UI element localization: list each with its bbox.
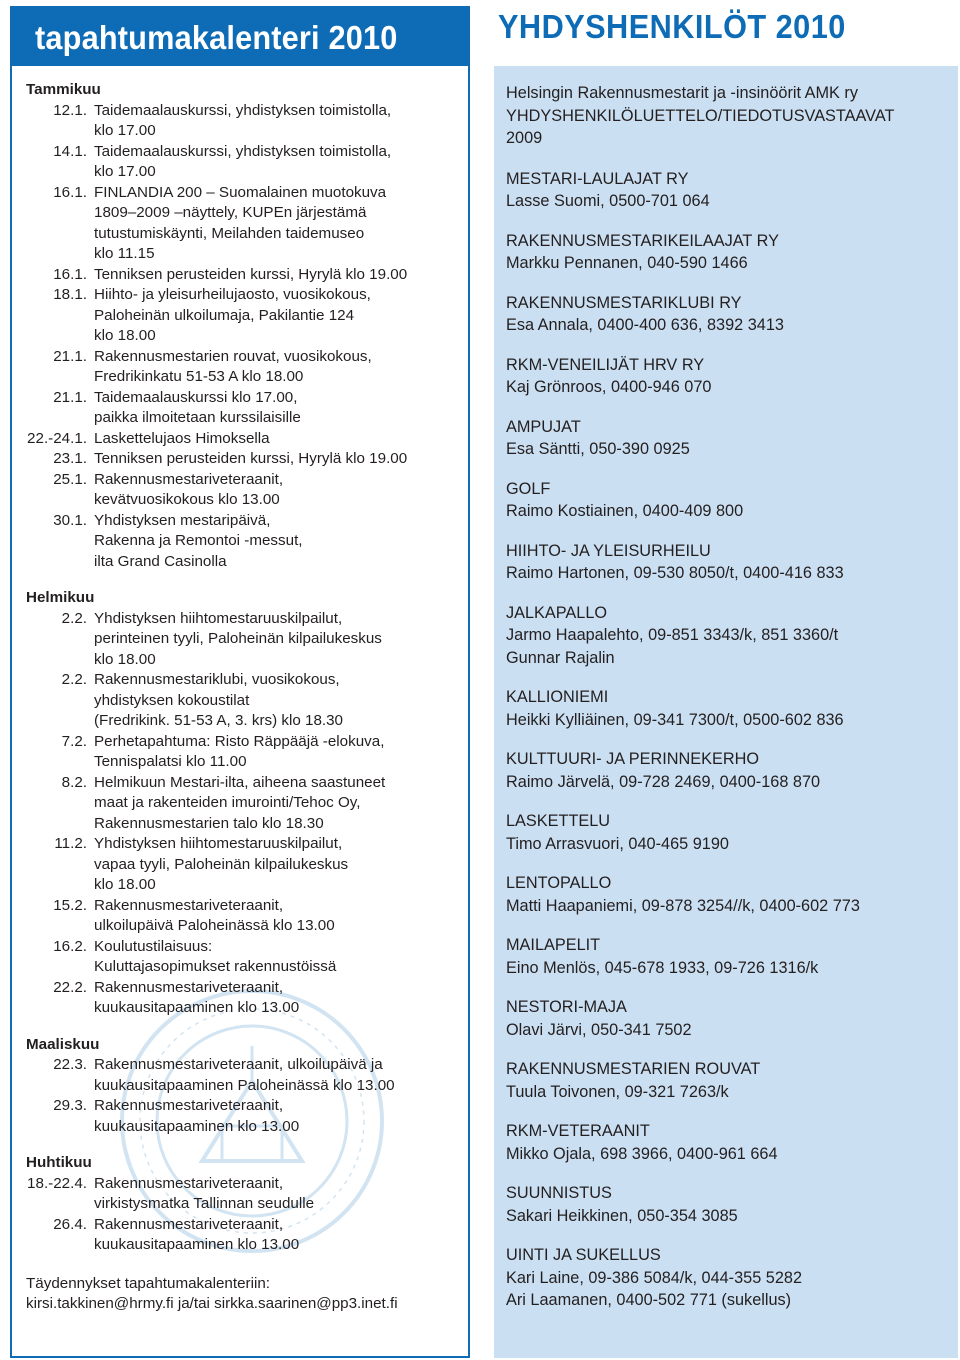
contact-entry [506, 168, 958, 213]
contacts-list [506, 168, 958, 1312]
calendar-event [12, 834, 468, 896]
contact-person: Raimo Järvelä, 09-728 2469, 0400-168 870 [506, 772, 821, 791]
contacts-panel [494, 6, 958, 1358]
contact-entry [506, 1058, 958, 1103]
event-date: 18.1. [53, 286, 87, 303]
contact-organization: LENTOPALLO [506, 874, 612, 892]
calendar-event [12, 1174, 468, 1215]
event-date: 7.2. [61, 732, 87, 750]
event-description: Rakennusmestariveteraanit, kevätvuosikokous klo 13.00 [94, 470, 284, 508]
calendar-event [12, 732, 468, 773]
calendar-body [10, 66, 470, 1358]
calendar-event [12, 265, 468, 286]
event-date: 16.1. [53, 265, 87, 283]
calendar-event [12, 470, 468, 511]
event-date: 2.2. [61, 609, 87, 627]
contact-person: Kari Laine, 09-386 5084/k, 044-355 5282 Ari Laamanen, 0400-502 771 (sukellus) [506, 1268, 803, 1309]
calendar-event [12, 511, 468, 573]
contact-organization: JALKAPALLO [506, 603, 608, 622]
calendar-list [12, 76, 468, 1315]
event-date: 23.1. [53, 450, 87, 467]
contact-entry [506, 1182, 958, 1227]
contact-person: Mikko Ojala, 698 3966, 0400-961 664 [506, 1144, 778, 1163]
contact-organization: HIIHTO- JA YLEISURHEILU [506, 541, 711, 560]
event-description: Koulutustilaisuus: Kuluttajasopimukset rakennustöissä [94, 937, 337, 975]
contact-entry [506, 416, 958, 461]
event-date: 14.1. [53, 142, 87, 160]
calendar-event [12, 388, 468, 429]
calendar-event [12, 670, 468, 732]
contact-person: Sakari Heikkinen, 050-354 3085 [506, 1206, 738, 1225]
event-description: Rakennusmestariveteraanit, ulkoilupäivä Paloheinässä klo 13.00 [94, 896, 335, 934]
event-description: Taidemaalauskurssi klo 17.00, paikka ilmoitetaan kurssilaisille [94, 388, 301, 426]
event-description: Rakennusmestariveteraanit, kuukausitapaaminen klo 13.00 [94, 1215, 300, 1253]
calendar-event [12, 183, 468, 265]
contact-organization: RKM-VETERAANIT [506, 1122, 650, 1140]
event-description: Rakennusmestariveteraanit, virkistysmatka Tallinnan seudulle [94, 1174, 315, 1212]
contact-person: Matti Haapaniemi, 09-878 3254//k, 0400-602 773 [506, 896, 860, 915]
event-date: 30.1. [53, 511, 87, 529]
event-date: 2.2. [61, 671, 87, 688]
contact-entry [506, 810, 958, 855]
contact-person: Kaj Grönroos, 0400-946 070 [506, 378, 712, 396]
event-date: 22.-24.1. [27, 429, 87, 447]
calendar-event [12, 1215, 468, 1256]
contact-person: Eino Menlös, 045-678 1933, 09-726 1316/k [506, 958, 819, 977]
event-description: Yhdistyksen hiihtomestaruuskilpailut, perinteinen tyyli, Paloheinän kilpailukeskus klo 18.00 [94, 609, 382, 668]
calendar-event [12, 285, 468, 347]
calendar-event [12, 429, 468, 450]
event-date: 26.4. [53, 1215, 87, 1233]
event-description: Rakennusmestariveteraanit, kuukausitapaaminen klo 13.00 [94, 1097, 300, 1135]
event-date: 12.1. [53, 101, 87, 119]
contact-organization: MESTARI-LAULAJAT RY [506, 169, 689, 188]
contact-person: Timo Arrasvuori, 040-465 9190 [506, 834, 729, 853]
event-date: 21.1. [53, 388, 87, 406]
calendar-header [10, 6, 470, 66]
contact-entry [506, 872, 958, 917]
contact-entry [506, 230, 958, 275]
contact-organization: LASKETTELU [506, 812, 611, 830]
contacts-header [494, 6, 958, 66]
event-description: Rakennusmestarien rouvat, vuosikokous, Fredrikinkatu 51-53 A klo 18.00 [94, 347, 372, 385]
contact-entry [506, 292, 958, 337]
contact-person: Raimo Kostiainen, 0400-409 800 [506, 502, 744, 520]
contacts-intro: Helsingin Rakennusmestarit ja -insinöörit AMK ry YHDYSHENKILÖLUETTELO/TIEDOTUSVASTAAVAT 2009 [506, 84, 895, 147]
contact-entry [506, 748, 958, 793]
contact-person: Olavi Järvi, 050-341 7502 [506, 1020, 692, 1039]
month-heading: Tammikuu [26, 81, 101, 98]
contact-organization: KULTTUURI- JA PERINNEKERHO [506, 750, 759, 768]
calendar-footer-note: Täydennykset tapahtumakalenteriin: kirsi.takkinen@hrmy.fi ja/tai sirkka.saarinen@pp3.inet.fi [26, 1274, 398, 1312]
calendar-event [12, 937, 468, 978]
contact-entry [506, 354, 958, 399]
calendar-title: tapahtumakalenteri 2010 [35, 19, 398, 56]
event-description: Rakennusmestariveteraanit, ulkoilupäivä ja kuukausitapaaminen Paloheinässä klo 13.00 [94, 1056, 395, 1094]
event-description: Yhdistyksen hiihtomestaruuskilpailut, vapaa tyyli, Paloheinän kilpailukeskus klo 18.00 [94, 835, 349, 893]
contact-organization: UINTI JA SUKELLUS [506, 1246, 661, 1264]
contact-organization: GOLF [506, 479, 551, 498]
contact-person: Lasse Suomi, 0500-701 064 [506, 192, 710, 210]
contact-person: Raimo Hartonen, 09-530 8050/t, 0400-416 833 [506, 564, 844, 582]
contact-organization: MAILAPELIT [506, 936, 601, 954]
contact-entry [506, 996, 958, 1041]
contacts-title: YHDYSHENKILÖT 2010 [498, 8, 846, 45]
calendar-event [12, 101, 468, 142]
contact-organization: RKM-VENEILIJÄT HRV RY [506, 355, 705, 374]
calendar-event [12, 142, 468, 183]
contact-person: Tuula Toivonen, 09-321 7263/k [506, 1082, 729, 1101]
calendar-event [12, 978, 468, 1019]
event-description: Perhetapahtuma: Risto Räppääjä -elokuva, Tennispalatsi klo 11.00 [94, 732, 385, 770]
contact-person: Jarmo Haapalehto, 09-851 3343/k, 851 3360/t Gunnar Rajalin [506, 626, 839, 667]
calendar-event [12, 773, 468, 835]
calendar-event [12, 1096, 468, 1137]
event-date: 16.2. [53, 937, 87, 955]
contact-person: Esa Annala, 0400-400 636, 8392 3413 [506, 316, 784, 334]
event-description: Rakennusmestariklubi, vuosikokous, yhdistyksen kokoustilat (Fredrikink. 51-53 A, 3. krs) klo 18.30 [94, 671, 344, 729]
calendar-event [12, 449, 468, 470]
contact-person: Markku Pennanen, 040-590 1466 [506, 254, 748, 272]
contact-organization: AMPUJAT [506, 417, 581, 436]
event-description: Helmikuun Mestari-ilta, aiheena saastuneet maat ja rakenteiden imurointi/Tehoc Oy, Rakennusmestarien talo klo 18.30 [94, 773, 386, 832]
contact-organization: RAKENNUSMESTARIKEILAAJAT RY [506, 231, 779, 250]
event-date: 22.3. [53, 1056, 87, 1073]
contact-entry [506, 602, 958, 670]
event-description: Tenniksen perusteiden kurssi, Hyrylä klo 19.00 [94, 265, 408, 283]
month-heading: Huhtikuu [26, 1154, 92, 1171]
event-description: Taidemaalauskurssi, yhdistyksen toimistolla, klo 17.00 [94, 101, 392, 139]
event-date: 29.3. [53, 1097, 87, 1114]
event-date: 22.2. [53, 978, 87, 996]
event-date: 15.2. [53, 896, 87, 914]
month-heading: Helmikuu [26, 589, 95, 606]
calendar-event [12, 347, 468, 388]
contact-entry [506, 1120, 958, 1165]
event-date: 16.1. [53, 183, 87, 201]
event-description: Taidemaalauskurssi, yhdistyksen toimistolla, klo 17.00 [94, 142, 392, 180]
calendar-event [12, 609, 468, 671]
calendar-event [12, 1055, 468, 1096]
contact-person: Heikki Kylliäinen, 09-341 7300/t, 0500-602 836 [506, 710, 844, 729]
event-description: Hiihto- ja yleisurheilujaosto, vuosikokous, Paloheinän ulkoilumaja, Pakilantie 124 klo 18.00 [94, 286, 371, 344]
contact-entry [506, 934, 958, 979]
contact-person: Esa Säntti, 050-390 0925 [506, 440, 690, 458]
event-date: 21.1. [53, 347, 87, 365]
event-description: Laskettelujaos Himoksella [94, 429, 270, 447]
calendar-event [12, 896, 468, 937]
event-description: Tenniksen perusteiden kurssi, Hyrylä klo 19.00 [94, 450, 408, 467]
contact-entry [506, 540, 958, 585]
event-date: 8.2. [61, 773, 87, 791]
contact-organization: RAKENNUSMESTARIEN ROUVAT [506, 1060, 761, 1078]
event-description: FINLANDIA 200 – Suomalainen muotokuva 1809–2009 –näyttely, KUPEn järjestämä tutustumiskäynti, Meilahden taidemuseo klo 11.15 [94, 183, 387, 262]
contact-organization: SUUNNISTUS [506, 1184, 612, 1202]
contact-entry [506, 1244, 958, 1312]
calendar-panel [10, 6, 470, 1358]
event-date: 18.-22.4. [27, 1174, 87, 1192]
contact-entry [506, 686, 958, 731]
contacts-body [494, 66, 958, 1358]
month-heading: Maaliskuu [26, 1035, 100, 1053]
event-date: 11.2. [54, 835, 87, 852]
event-description: Yhdistyksen mestaripäivä, Rakenna ja Remontoi -messut, ilta Grand Casinolla [94, 511, 303, 570]
event-date: 25.1. [53, 470, 87, 488]
contact-organization: KALLIONIEMI [506, 688, 609, 706]
contact-organization: NESTORI-MAJA [506, 998, 627, 1016]
contact-entry [506, 478, 958, 523]
event-description: Rakennusmestariveteraanit, kuukausitapaaminen klo 13.00 [94, 978, 300, 1016]
contact-organization: RAKENNUSMESTARIKLUBI RY [506, 293, 742, 312]
